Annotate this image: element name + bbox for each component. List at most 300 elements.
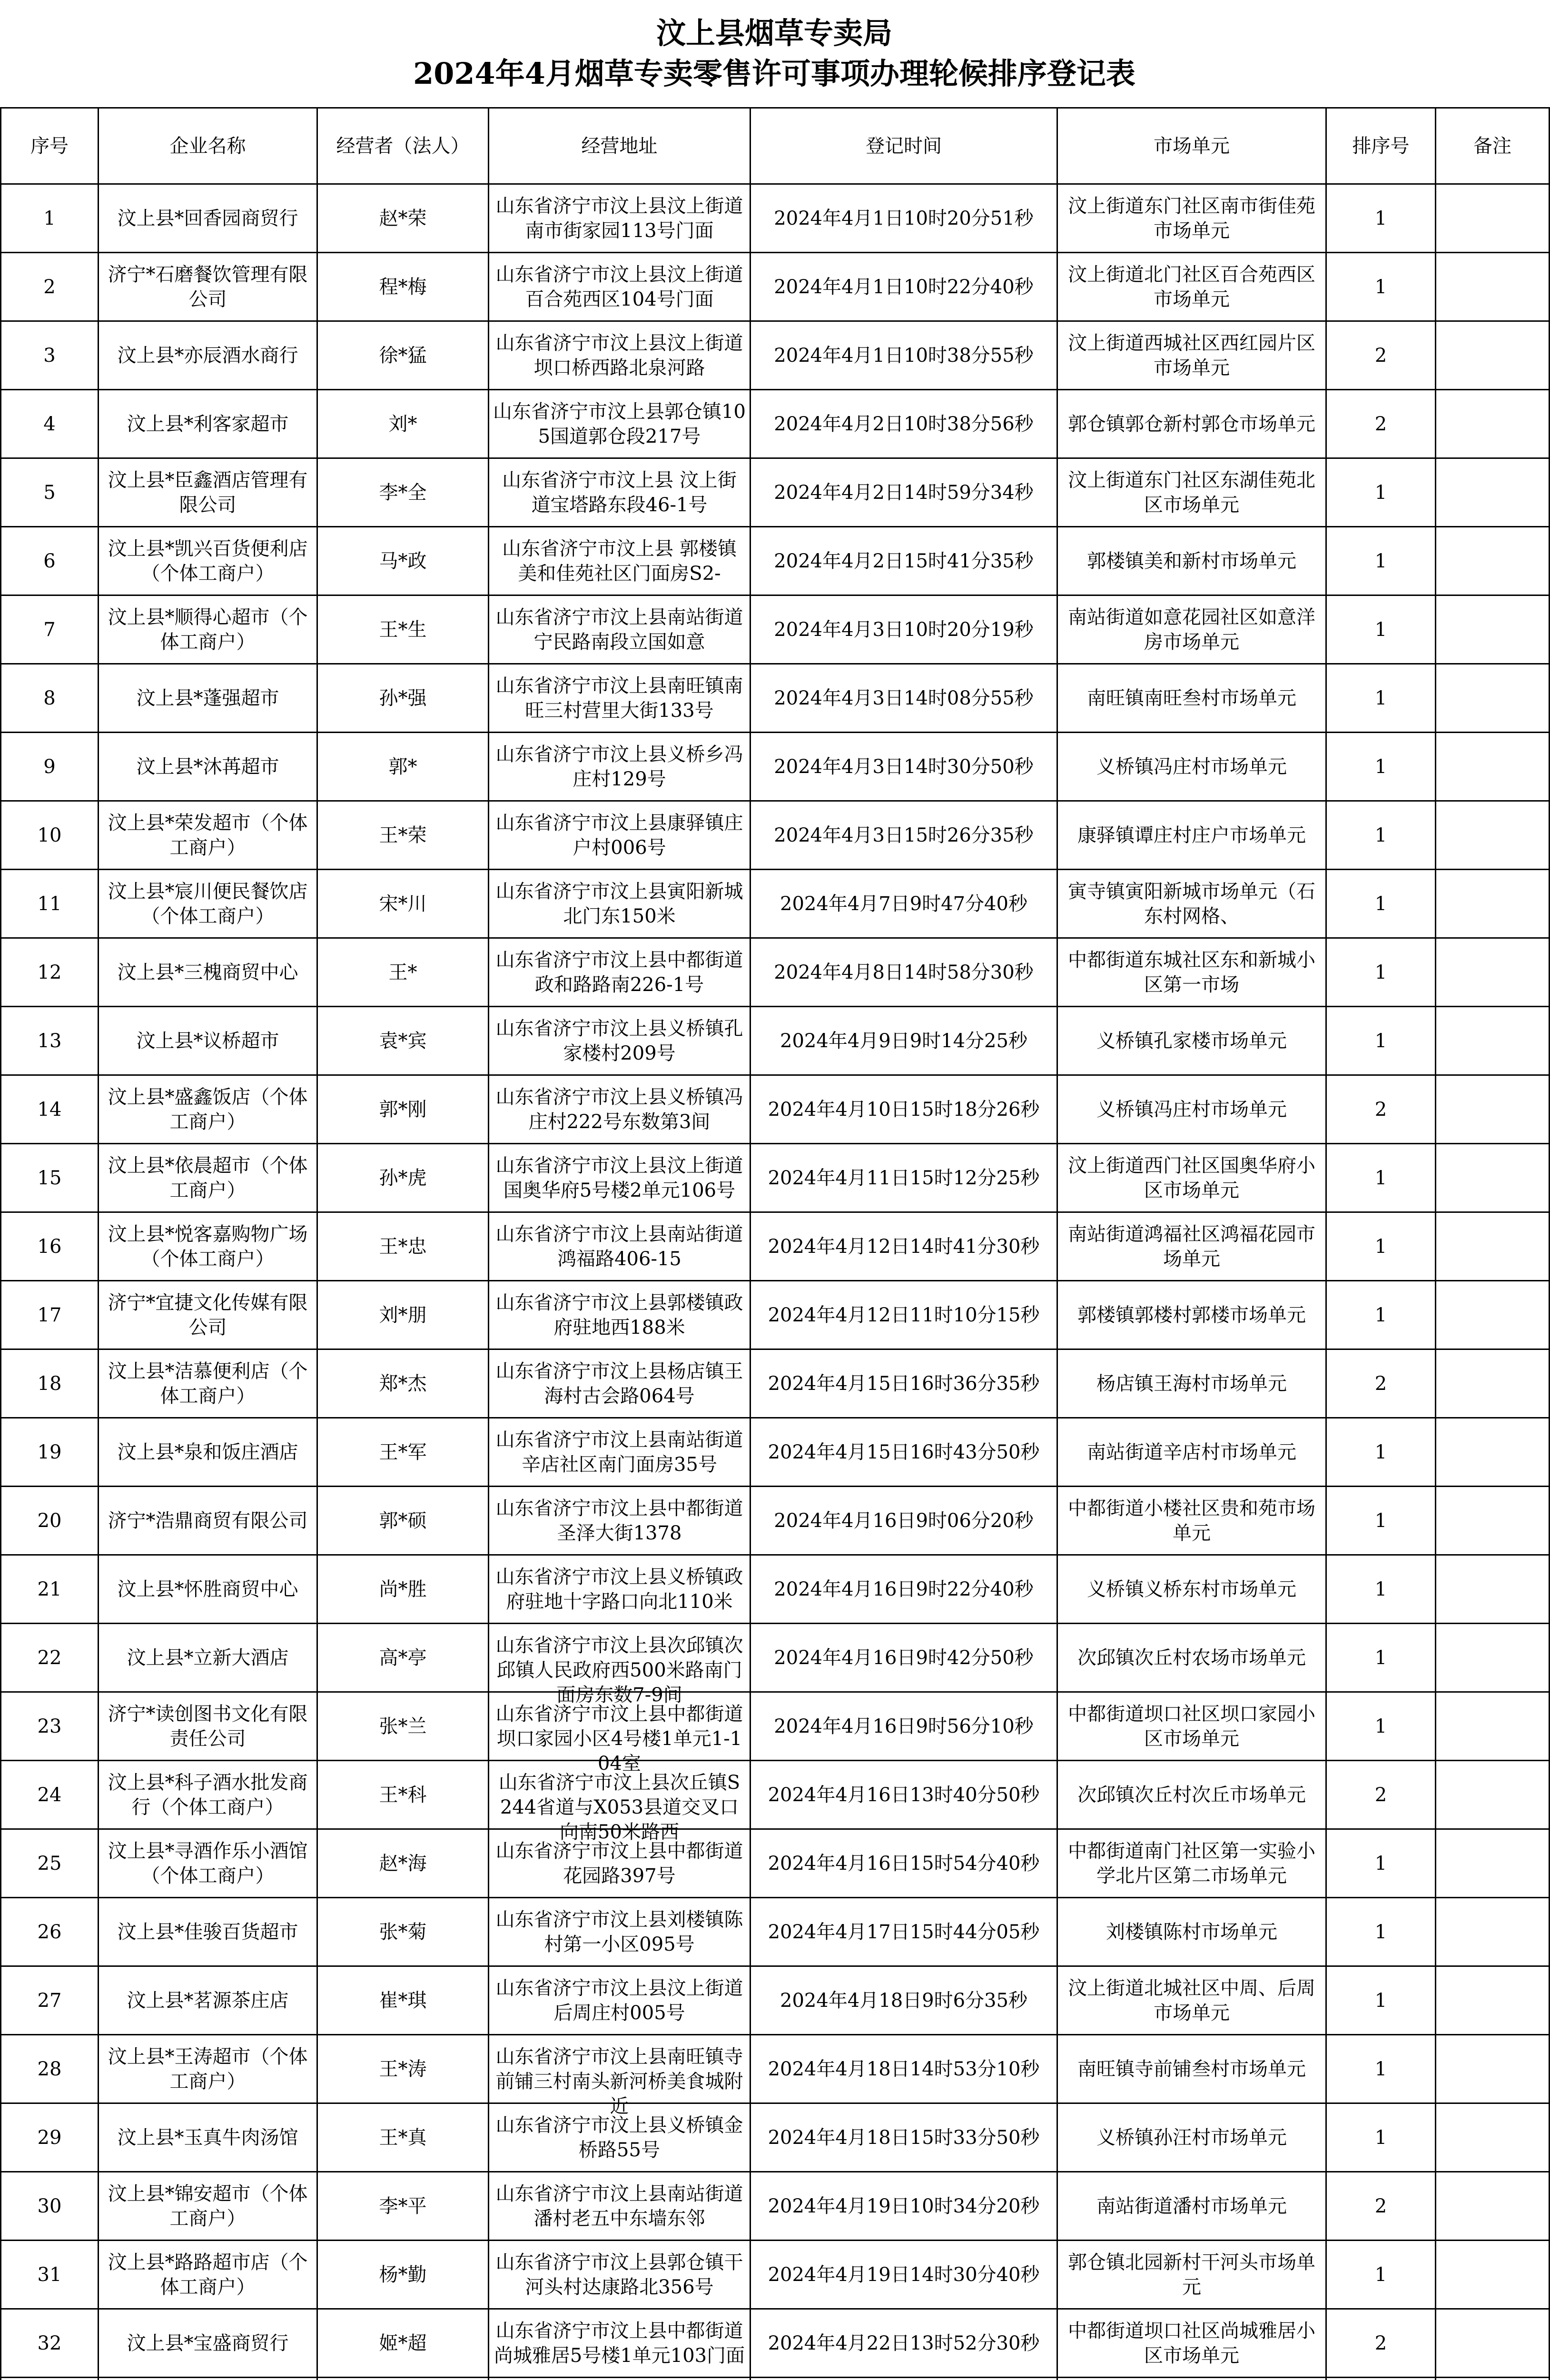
- cell-serial-text: 11: [37, 892, 62, 915]
- cell-reg-time: [750, 1829, 1057, 1898]
- col-header-reg-time: 登记时间: [750, 108, 1057, 184]
- cell-remarks: [1436, 1487, 1550, 1555]
- cell-operator: [317, 1418, 489, 1487]
- document-title: 汶上县烟草专卖局: [656, 16, 892, 50]
- cell-serial-text: 26: [37, 1921, 62, 1943]
- cell-address-text: 山东省济宁市汶上县南旺镇寺前铺三村南头新河桥美食城附近: [495, 2045, 743, 2117]
- table-row: [1, 1281, 1550, 1349]
- cell-address: [489, 2378, 750, 2380]
- cell-remarks: [1436, 1349, 1550, 1418]
- cell-address: [489, 2172, 750, 2241]
- cell-address: [489, 2241, 750, 2309]
- cell-company-text: 汶上县*凯兴百货便利店（个体工商户）: [108, 537, 308, 585]
- cell-company: [99, 2309, 317, 2378]
- cell-operator: [317, 2035, 489, 2103]
- cell-market-unit: [1057, 733, 1326, 801]
- cell-remarks: [1436, 664, 1550, 733]
- cell-market-unit-text: 南站街道鸿福社区鸿福花园市场单元: [1068, 1223, 1315, 1270]
- cell-operator: [317, 595, 489, 664]
- cell-reg-time-text: 2024年4月11日15时12分25秒: [768, 1167, 1040, 1189]
- cell-reg-time: [750, 321, 1057, 390]
- cell-address-text: 山东省济宁市汶上县汶上街道百合苑西区104号门面: [495, 263, 743, 310]
- cell-operator-text: 郑*杰: [379, 1372, 427, 1395]
- cell-reg-time-text: 2024年4月17日15时44分05秒: [768, 1921, 1040, 1943]
- cell-reg-time-text: 2024年4月1日10时20分51秒: [774, 207, 1034, 229]
- cell-operator-text: 马*政: [379, 550, 427, 572]
- cell-operator: [317, 458, 489, 527]
- cell-serial: [1, 184, 99, 253]
- cell-rank: [1326, 1966, 1436, 2035]
- cell-market-unit: [1057, 2378, 1326, 2380]
- cell-serial: [1, 1829, 99, 1898]
- cell-remarks: [1436, 1212, 1550, 1281]
- cell-market-unit: [1057, 1761, 1326, 1829]
- cell-address-text: 山东省济宁市汶上县康驿镇庄户村006号: [495, 812, 743, 859]
- table-row: [1, 1761, 1550, 1829]
- cell-remarks: [1436, 733, 1550, 801]
- cell-address-text: 山东省济宁市汶上县南站街道潘村老五中东墙东邻: [495, 2182, 743, 2230]
- table-row: [1, 1624, 1550, 1692]
- cell-remarks: [1436, 321, 1550, 390]
- cell-rank-text: 2: [1374, 413, 1387, 435]
- cell-operator-text: 郭*硕: [379, 1509, 427, 1532]
- cell-serial-text: 2: [43, 276, 56, 298]
- cell-operator-text: 郭*刚: [379, 1098, 427, 1121]
- cell-reg-time-text: 2024年4月12日11时10分15秒: [768, 1304, 1040, 1326]
- cell-reg-time: [750, 527, 1057, 595]
- cell-operator: [317, 1144, 489, 1212]
- cell-rank: [1326, 321, 1436, 390]
- cell-reg-time: [750, 2103, 1057, 2172]
- cell-market-unit: [1057, 184, 1326, 253]
- cell-remarks: [1436, 938, 1550, 1007]
- cell-serial-text: 5: [43, 481, 56, 504]
- cell-rank: [1326, 1212, 1436, 1281]
- cell-reg-time-text: 2024年4月1日10时38分55秒: [774, 344, 1034, 367]
- cell-company-text: 汶上县*臣鑫酒店管理有限公司: [108, 469, 308, 516]
- cell-company: [99, 870, 317, 938]
- cell-reg-time-text: 2024年4月2日10时38分56秒: [774, 413, 1034, 435]
- cell-rank: [1326, 1075, 1436, 1144]
- cell-serial: [1, 1761, 99, 1829]
- cell-reg-time: [750, 1898, 1057, 1966]
- cell-market-unit: [1057, 1692, 1326, 1761]
- cell-rank: [1326, 733, 1436, 801]
- cell-company: [99, 801, 317, 870]
- cell-rank-text: 1: [1374, 1304, 1387, 1326]
- cell-address-text: 山东省济宁市汶上县义桥镇金桥路55号: [495, 2114, 743, 2161]
- cell-rank-text: 1: [1374, 481, 1387, 504]
- cell-company: [99, 2241, 317, 2309]
- cell-reg-time: [750, 938, 1057, 1007]
- table-row: [1, 2103, 1550, 2172]
- cell-reg-time: [750, 1212, 1057, 1281]
- cell-rank-text: 1: [1374, 1989, 1387, 2012]
- cell-reg-time: [750, 733, 1057, 801]
- cell-rank-text: 1: [1374, 276, 1387, 298]
- cell-operator-text: 赵*荣: [379, 207, 427, 229]
- cell-rank-text: 2: [1374, 1098, 1387, 1121]
- table-row: [1, 733, 1550, 801]
- cell-company: [99, 2378, 317, 2380]
- cell-operator-text: 王*: [388, 961, 417, 983]
- cell-serial: [1, 527, 99, 595]
- cell-serial-text: 16: [37, 1235, 62, 1258]
- cell-operator: [317, 1555, 489, 1624]
- cell-serial: [1, 2035, 99, 2103]
- cell-serial-text: 9: [43, 755, 56, 778]
- cell-market-unit: [1057, 1418, 1326, 1487]
- col-header-serial: 序号: [1, 108, 99, 184]
- cell-company: [99, 1349, 317, 1418]
- col-header-rank: 排序号: [1326, 108, 1436, 184]
- cell-rank: [1326, 801, 1436, 870]
- table-row: [1, 1075, 1550, 1144]
- cell-company: [99, 938, 317, 1007]
- cell-serial: [1, 253, 99, 321]
- cell-rank: [1326, 1829, 1436, 1898]
- cell-address-text: 山东省济宁市汶上县中都街道尚城雅居5号楼1单元103门面: [494, 2320, 745, 2367]
- table-row: [1, 2172, 1550, 2241]
- cell-address: [489, 801, 750, 870]
- cell-company-text: 汶上县*宝盛商贸行: [127, 2332, 289, 2354]
- cell-rank: [1326, 1418, 1436, 1487]
- cell-market-unit: [1057, 938, 1326, 1007]
- cell-rank-text: 1: [1374, 2126, 1387, 2149]
- cell-market-unit-text: 义桥镇孙汪村市场单元: [1096, 2126, 1287, 2149]
- cell-operator: [317, 390, 489, 458]
- cell-address-text: 山东省济宁市汶上县义桥镇政府驻地十字路口向北110米: [495, 1566, 743, 1613]
- cell-operator-text: 孙*虎: [379, 1167, 427, 1189]
- cell-address: [489, 870, 750, 938]
- cell-remarks: [1436, 1624, 1550, 1692]
- cell-address-text: 山东省济宁市汶上县汶上街道坝口桥西路北泉河路: [495, 332, 743, 379]
- cell-company-text: 汶上县*泉和饭庄酒店: [117, 1441, 298, 1463]
- cell-company-text: 汶上县*议桥超市: [136, 1030, 279, 1052]
- cell-operator: [317, 1829, 489, 1898]
- cell-reg-time: [750, 2309, 1057, 2378]
- cell-serial-text: 25: [37, 1852, 62, 1874]
- cell-market-unit: [1057, 2309, 1326, 2378]
- cell-serial: [1, 2309, 99, 2378]
- cell-reg-time-text: 2024年4月19日14时30分40秒: [768, 2263, 1040, 2286]
- cell-reg-time-text: 2024年4月15日16时36分35秒: [768, 1372, 1040, 1395]
- cell-reg-time: [750, 1487, 1057, 1555]
- cell-rank: [1326, 1692, 1436, 1761]
- cell-reg-time: [750, 1761, 1057, 1829]
- cell-reg-time-text: 2024年4月10日15时18分26秒: [768, 1098, 1040, 1121]
- table-row: [1, 1007, 1550, 1075]
- cell-serial-text: 24: [37, 1784, 62, 1806]
- cell-reg-time: [750, 1555, 1057, 1624]
- cell-rank-text: 1: [1374, 1578, 1387, 1600]
- cell-market-unit-text: 刘楼镇陈村市场单元: [1106, 1921, 1277, 1943]
- cell-operator-text: 李*全: [379, 481, 427, 504]
- cell-reg-time-text: 2024年4月18日14时53分10秒: [768, 2058, 1040, 2080]
- cell-company: [99, 1281, 317, 1349]
- cell-address: [489, 938, 750, 1007]
- cell-company-text: 济宁*浩鼎商贸有限公司: [108, 1509, 308, 1532]
- cell-serial-text: 22: [37, 1646, 62, 1669]
- cell-operator: [317, 938, 489, 1007]
- cell-market-unit-text: 义桥镇义桥东村市场单元: [1087, 1578, 1296, 1600]
- cell-operator-text: 王*科: [379, 1784, 427, 1806]
- cell-serial-text: 10: [37, 824, 62, 846]
- cell-address: [489, 321, 750, 390]
- cell-operator: [317, 2241, 489, 2309]
- cell-company: [99, 1075, 317, 1144]
- cell-company: [99, 390, 317, 458]
- cell-address: [489, 390, 750, 458]
- cell-market-unit: [1057, 1007, 1326, 1075]
- col-header-operator: 经营者（法人）: [317, 108, 489, 184]
- cell-remarks: [1436, 1144, 1550, 1212]
- col-header-remarks: 备注: [1436, 108, 1550, 184]
- table-row: [1, 184, 1550, 253]
- cell-serial: [1, 938, 99, 1007]
- cell-company-text: 汶上县*依晨超市（个体工商户）: [108, 1154, 308, 1201]
- cell-serial-text: 28: [37, 2058, 62, 2080]
- cell-reg-time-text: 2024年4月2日14时59分34秒: [774, 481, 1034, 504]
- cell-serial-text: 1: [43, 207, 56, 229]
- cell-reg-time: [750, 253, 1057, 321]
- cell-serial-text: 20: [37, 1509, 62, 1532]
- cell-rank: [1326, 2378, 1436, 2380]
- cell-remarks: [1436, 2378, 1550, 2380]
- cell-operator-text: 赵*海: [379, 1852, 427, 1874]
- cell-address-text: 山东省济宁市汶上县刘楼镇陈村第一小区095号: [495, 1908, 743, 1955]
- cell-serial: [1, 1692, 99, 1761]
- cell-market-unit-text: 南站街道潘村市场单元: [1096, 2195, 1287, 2217]
- cell-operator: [317, 1624, 489, 1692]
- cell-address-text: 山东省济宁市汶上县义桥乡冯庄村129号: [495, 743, 743, 790]
- cell-rank: [1326, 1349, 1436, 1418]
- cell-company-text: 汶上县*佳骏百货超市: [117, 1921, 298, 1943]
- cell-reg-time-text: 2024年4月16日9时06分20秒: [774, 1509, 1034, 1532]
- cell-market-unit: [1057, 2103, 1326, 2172]
- cell-reg-time-text: 2024年4月16日9时56分10秒: [774, 1715, 1034, 1737]
- table-row: [1, 253, 1550, 321]
- cell-operator-text: 王*忠: [379, 1235, 427, 1258]
- cell-rank-text: 1: [1374, 550, 1387, 572]
- cell-reg-time-text: 2024年4月1日10时22分40秒: [774, 276, 1034, 298]
- cell-reg-time: [750, 458, 1057, 527]
- cell-operator-text: 张*菊: [379, 1921, 427, 1943]
- cell-operator: [317, 2378, 489, 2380]
- cell-reg-time: [750, 2241, 1057, 2309]
- cell-operator: [317, 1692, 489, 1761]
- cell-reg-time-text: 2024年4月16日9时22分40秒: [774, 1578, 1034, 1600]
- cell-reg-time: [750, 595, 1057, 664]
- cell-address: [489, 458, 750, 527]
- cell-serial: [1, 1281, 99, 1349]
- table-row: [1, 390, 1550, 458]
- cell-rank-text: 1: [1374, 1030, 1387, 1052]
- cell-market-unit: [1057, 2241, 1326, 2309]
- cell-market-unit-text: 南旺镇寺前铺叁村市场单元: [1077, 2058, 1306, 2080]
- cell-rank-text: 2: [1374, 2332, 1387, 2354]
- cell-rank: [1326, 595, 1436, 664]
- cell-company: [99, 1898, 317, 1966]
- cell-market-unit: [1057, 321, 1326, 390]
- cell-address-text: 山东省济宁市汶上县郭楼镇政府驻地西188米: [495, 1291, 743, 1339]
- cell-address: [489, 1829, 750, 1898]
- cell-address-text: 山东省济宁市汶上县郭仓镇干河头村达康路北356号: [495, 2251, 743, 2298]
- cell-serial: [1, 1418, 99, 1487]
- cell-address-text: 山东省济宁市汶上县中都街道政和路路南226-1号: [495, 949, 743, 996]
- table-row: [1, 595, 1550, 664]
- cell-market-unit: [1057, 1349, 1326, 1418]
- cell-market-unit-text: 杨店镇王海村市场单元: [1096, 1372, 1287, 1395]
- cell-rank: [1326, 390, 1436, 458]
- cell-rank: [1326, 527, 1436, 595]
- cell-serial: [1, 1212, 99, 1281]
- cell-serial-text: 6: [43, 550, 56, 572]
- cell-company: [99, 1144, 317, 1212]
- cell-reg-time: [750, 1692, 1057, 1761]
- cell-company: [99, 1418, 317, 1487]
- table-row: [1, 2309, 1550, 2378]
- cell-company-text: 汶上县*路路超市店（个体工商户）: [108, 2251, 308, 2298]
- cell-company-text: 汶上县*玉真牛肉汤馆: [117, 2126, 298, 2149]
- cell-address: [489, 1555, 750, 1624]
- cell-remarks: [1436, 1418, 1550, 1487]
- cell-address: [489, 253, 750, 321]
- cell-market-unit: [1057, 1966, 1326, 2035]
- cell-address: [489, 1144, 750, 1212]
- cell-company-text: 汶上县*茗源茶庄店: [127, 1989, 289, 2012]
- cell-reg-time: [750, 664, 1057, 733]
- cell-operator: [317, 321, 489, 390]
- cell-company-text: 汶上县*蓬强超市: [136, 687, 279, 709]
- cell-company-text: 汶上县*科子酒水批发商行（个体工商户）: [108, 1771, 308, 1818]
- cell-rank-text: 1: [1374, 207, 1387, 229]
- cell-operator: [317, 2172, 489, 2241]
- cell-market-unit-text: 南站街道如意花园社区如意洋房市场单元: [1068, 606, 1315, 653]
- cell-reg-time-text: 2024年4月3日10时20分19秒: [774, 618, 1034, 641]
- cell-market-unit-text: 南站街道辛店村市场单元: [1087, 1441, 1296, 1463]
- cell-market-unit-text: 义桥镇冯庄村市场单元: [1096, 1098, 1287, 1121]
- cell-serial-text: 15: [37, 1167, 62, 1189]
- cell-rank-text: 1: [1374, 1167, 1387, 1189]
- cell-remarks: [1436, 1761, 1550, 1829]
- cell-remarks: [1436, 2035, 1550, 2103]
- cell-address-text: 山东省济宁市汶上县汶上街道后周庄村005号: [495, 1977, 743, 2024]
- cell-address-text: 山东省济宁市汶上县郭仓镇105国道郭仓段217号: [493, 400, 746, 447]
- cell-company-text: 汶上县*立新大酒店: [127, 1646, 289, 1669]
- cell-serial: [1, 870, 99, 938]
- cell-operator-text: 徐*猛: [379, 344, 427, 367]
- cell-serial: [1, 1624, 99, 1692]
- cell-address: [489, 1966, 750, 2035]
- cell-rank: [1326, 938, 1436, 1007]
- cell-company: [99, 664, 317, 733]
- cell-market-unit-text: 中都街道东城社区东和新城小区第一市场: [1068, 949, 1315, 996]
- cell-market-unit: [1057, 2172, 1326, 2241]
- cell-serial-text: 13: [37, 1030, 62, 1052]
- cell-rank-text: 1: [1374, 961, 1387, 983]
- cell-address: [489, 1624, 750, 1706]
- cell-remarks: [1436, 390, 1550, 458]
- cell-serial: [1, 664, 99, 733]
- cell-reg-time-text: 2024年4月3日14时30分50秒: [774, 755, 1034, 778]
- cell-serial: [1, 458, 99, 527]
- cell-company-text: 汶上县*回香园商贸行: [117, 207, 298, 229]
- cell-serial: [1, 1075, 99, 1144]
- cell-operator: [317, 1487, 489, 1555]
- cell-reg-time: [750, 1349, 1057, 1418]
- cell-market-unit-text: 郭楼镇美和新村市场单元: [1087, 550, 1296, 572]
- cell-market-unit-text: 郭楼镇郭楼村郭楼市场单元: [1077, 1304, 1306, 1326]
- cell-address: [489, 733, 750, 801]
- cell-operator: [317, 1966, 489, 2035]
- cell-address: [489, 664, 750, 733]
- cell-serial-text: 4: [43, 413, 56, 435]
- cell-serial: [1, 1898, 99, 1966]
- cell-rank-text: 1: [1374, 892, 1387, 915]
- cell-operator: [317, 1761, 489, 1829]
- cell-address-text: 山东省济宁市汶上县中都街道圣泽大街1378: [495, 1497, 743, 1544]
- cell-operator-text: 王*生: [379, 618, 427, 641]
- table-row: [1, 1966, 1550, 2035]
- cell-company-text: 汶上县*怀胜商贸中心: [117, 1578, 298, 1600]
- cell-reg-time-text: 2024年4月3日15时26分35秒: [774, 824, 1034, 846]
- cell-rank-text: 2: [1374, 2195, 1387, 2217]
- cell-rank: [1326, 664, 1436, 733]
- cell-address: [489, 1212, 750, 1281]
- cell-operator-text: 李*平: [379, 2195, 427, 2217]
- cell-company: [99, 2035, 317, 2103]
- cell-rank-text: 1: [1374, 1509, 1387, 1532]
- cell-company: [99, 253, 317, 321]
- cell-rank: [1326, 1624, 1436, 1692]
- cell-serial: [1, 2103, 99, 2172]
- table-row: [1, 1555, 1550, 1624]
- table-row: [1, 870, 1550, 938]
- cell-market-unit: [1057, 458, 1326, 527]
- cell-remarks: [1436, 2241, 1550, 2309]
- cell-serial: [1, 1007, 99, 1075]
- cell-company: [99, 1966, 317, 2035]
- cell-remarks: [1436, 1692, 1550, 1761]
- col-header-address: 经营地址: [489, 108, 750, 184]
- cell-market-unit-text: 汶上街道西城社区西红园片区市场单元: [1068, 332, 1315, 379]
- table-row: [1, 1829, 1550, 1898]
- cell-rank: [1326, 1007, 1436, 1075]
- cell-address: [489, 595, 750, 664]
- cell-company-text: 汶上县*寻酒作乐小酒馆（个体工商户）: [108, 1840, 308, 1887]
- document-subtitle: 2024年4月烟草专卖零售许可事项办理轮候排序登记表: [413, 56, 1135, 91]
- cell-company-text: 汶上县*锦安超市（个体工商户）: [108, 2182, 308, 2230]
- cell-address: [489, 1761, 750, 1843]
- cell-market-unit-text: 义桥镇冯庄村市场单元: [1096, 755, 1287, 778]
- cell-address-text: 山东省济宁市汶上县中都街道坝口家园小区4号楼1单元1-104室: [495, 1703, 743, 1775]
- cell-operator-text: 崔*琪: [379, 1989, 427, 2012]
- table-row: [1, 1692, 1550, 1761]
- cell-address-text: 山东省济宁市汶上县次邱镇次邱镇人民政府西500米路南门面房东数7-9间: [495, 1634, 743, 1706]
- cell-address: [489, 1075, 750, 1144]
- cell-operator-text: 宋*川: [379, 892, 427, 915]
- cell-reg-time-text: 2024年4月18日9时6分35秒: [780, 1989, 1027, 2012]
- cell-market-unit-text: 郭仓镇郭仓新村郭仓市场单元: [1068, 413, 1315, 435]
- cell-company: [99, 1487, 317, 1555]
- cell-remarks: [1436, 253, 1550, 321]
- cell-company-text: 汶上县*洁慕便利店（个体工商户）: [108, 1360, 308, 1407]
- cell-rank: [1326, 1281, 1436, 1349]
- cell-reg-time: [750, 1418, 1057, 1487]
- cell-company: [99, 2172, 317, 2241]
- cell-operator-text: 王*军: [379, 1441, 427, 1463]
